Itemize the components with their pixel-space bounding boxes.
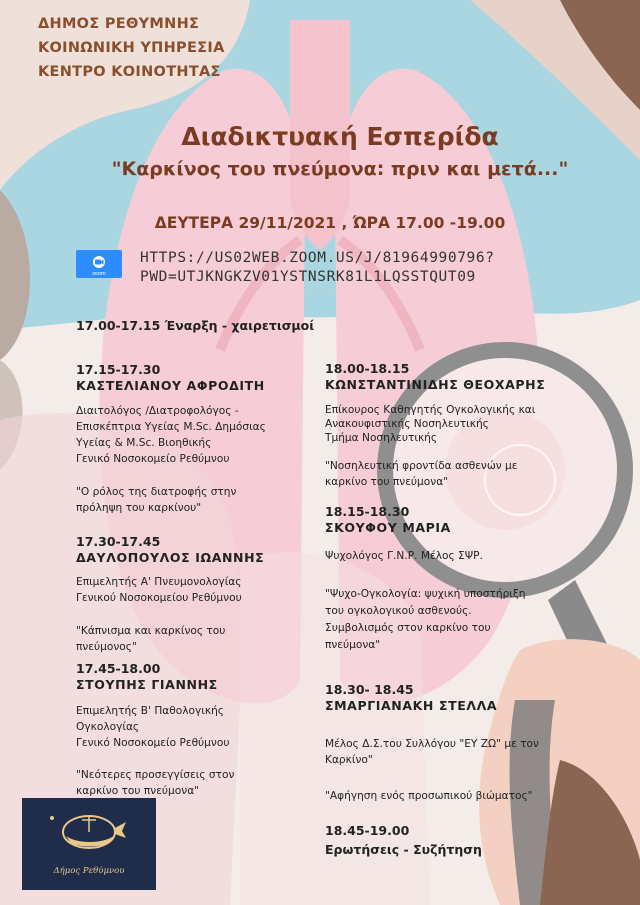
speaker-role: Υγείας & M.Sc. Βιοηθικής (76, 437, 212, 449)
session-time: 18.00-18.15 (325, 361, 410, 376)
session-time: 18.30- 18.45 (325, 682, 414, 697)
session-time: 17.30-17.45 (76, 534, 161, 549)
talk-topic: "Αφήγηση ενός προσωπικού βιώματος" (325, 790, 533, 802)
opening-session: 17.00-17.15 Έναρξη - χαιρετισμοί (76, 318, 315, 333)
speaker-role: Γενικό Νοσοκομείο Ρεθύμνου (76, 737, 230, 749)
speaker-role: Επιμελητής Β' Παθολογικής (76, 705, 225, 717)
speaker-name: ΚΩΝΣΤΑΝΤΙΝΙΔΗΣ ΘΕΟΧΑΡΗΣ (325, 377, 546, 392)
logo-caption: Δήμος Ρεθύμνου (53, 866, 125, 876)
closing-time: 18.45-19.00 (325, 823, 410, 838)
talk-topic: καρκίνο του πνεύμονα" (76, 785, 200, 797)
event-title: Διαδικτυακή Εσπερίδα (181, 122, 499, 151)
session-time: 18.15-18.30 (325, 504, 410, 519)
talk-topic: "Νοσηλευτική φροντίδα ασθενών με (325, 460, 518, 472)
talk-topic: πνεύμονα" (325, 639, 381, 651)
zoom-url-line1[interactable]: HTTPS://US02WEB.ZOOM.US/J/81964990796? (140, 250, 495, 266)
zoom-url-line2[interactable]: PWD=UTJKNGKZV01YSTNSRK81L1LQSSTQUT09 (140, 269, 476, 285)
speaker-role: Ψυχολόγος Γ.Ν.Ρ. Μέλος ΣΨΡ. (325, 550, 483, 562)
municipality-logo (22, 798, 156, 890)
speaker-name: ΚΑΣΤΕΛΙΑΝΟΥ ΑΦΡΟΔΙΤΗ (76, 378, 265, 393)
speaker-role: Επίκουρος Καθηγητής Ογκολογικής και (325, 404, 536, 416)
speaker-role: Επισκέπτρια Υγείας M.Sc. Δημόσιας (76, 421, 266, 433)
speaker-name: ΔΑΥΛΟΠΟΥΛΟΣ ΙΩΑΝΝΗΣ (76, 550, 265, 565)
speaker-role: Ανακουφιστικής Νοσηλευτικής (325, 418, 489, 430)
talk-topic: καρκίνο του πνεύμονα" (325, 476, 449, 488)
session-time: 17.15-17.30 (76, 362, 161, 377)
talk-topic: του ογκολογικού ασθενούς. (325, 605, 472, 617)
speaker-name: ΣΜΑΡΓΙΑΝΑΚΗ ΣΤΕΛΛΑ (325, 698, 498, 713)
speaker-name: ΣΤΟΥΠΗΣ ΓΙΑΝΝΗΣ (76, 677, 218, 692)
talk-topic: "Ο ρόλος της διατροφής στην (76, 486, 237, 498)
org-line-social-service: ΚΟΙΝΩΝΙΚΗ ΥΠΗΡΕΣΙΑ (38, 40, 225, 56)
talk-topic: "Νεότερες προσεγγίσεις στον (76, 769, 235, 781)
speaker-role: Καρκίνο" (325, 754, 373, 766)
org-line-municipality: ΔΗΜΟΣ ΡΕΘΥΜΝΗΣ (38, 16, 200, 32)
zoom-label: zoom (92, 271, 106, 277)
ship-emblem-icon (22, 798, 156, 866)
speaker-role: Τμήμα Νοσηλευτικής (325, 432, 438, 444)
speaker-role: Γενικό Νοσοκομείο Ρεθύμνου (76, 453, 230, 465)
org-line-community-center: ΚΕΝΤΡΟ ΚΟΙΝΟΤΗΤΑΣ (38, 64, 221, 80)
event-subtitle: "Καρκίνος του πνεύμονα: πριν και μετά..." (111, 158, 569, 180)
speaker-role: Μέλος Δ.Σ.του Συλλόγου "ΕΥ ΖΩ" με τον (325, 738, 539, 750)
speaker-name: ΣΚΟΥΦΟΥ ΜΑΡΙΑ (325, 520, 451, 535)
video-camera-icon (90, 256, 108, 268)
speaker-role: Διαιτολόγος /Διατροφολόγος - (76, 405, 239, 417)
talk-topic: Συμβολισμός στον καρκίνο του (325, 622, 491, 634)
event-datetime: ΔΕΥΤΕΡΑ 29/11/2021 , ΏΡΑ 17.00 -19.00 (154, 214, 506, 232)
talk-topic: "Κάπνισμα και καρκίνος του (76, 625, 226, 637)
zoom-logo[interactable] (76, 250, 122, 278)
talk-topic: πνεύμονος" (76, 641, 137, 653)
speaker-role: Ογκολογίας (76, 721, 140, 733)
session-time: 17.45-18.00 (76, 661, 161, 676)
closing-label: Ερωτήσεις - Συζήτηση (325, 842, 482, 857)
talk-topic: "Ψυχο-Ογκολογία: ψυχική υποστήριξη (325, 588, 526, 600)
speaker-role: Γενικού Νοσοκομείου Ρεθύμνου (76, 592, 242, 604)
talk-topic: πρόληψη του καρκίνου" (76, 502, 202, 514)
speaker-role: Επιμελητής Α' Πνευμονολογίας (76, 576, 242, 588)
